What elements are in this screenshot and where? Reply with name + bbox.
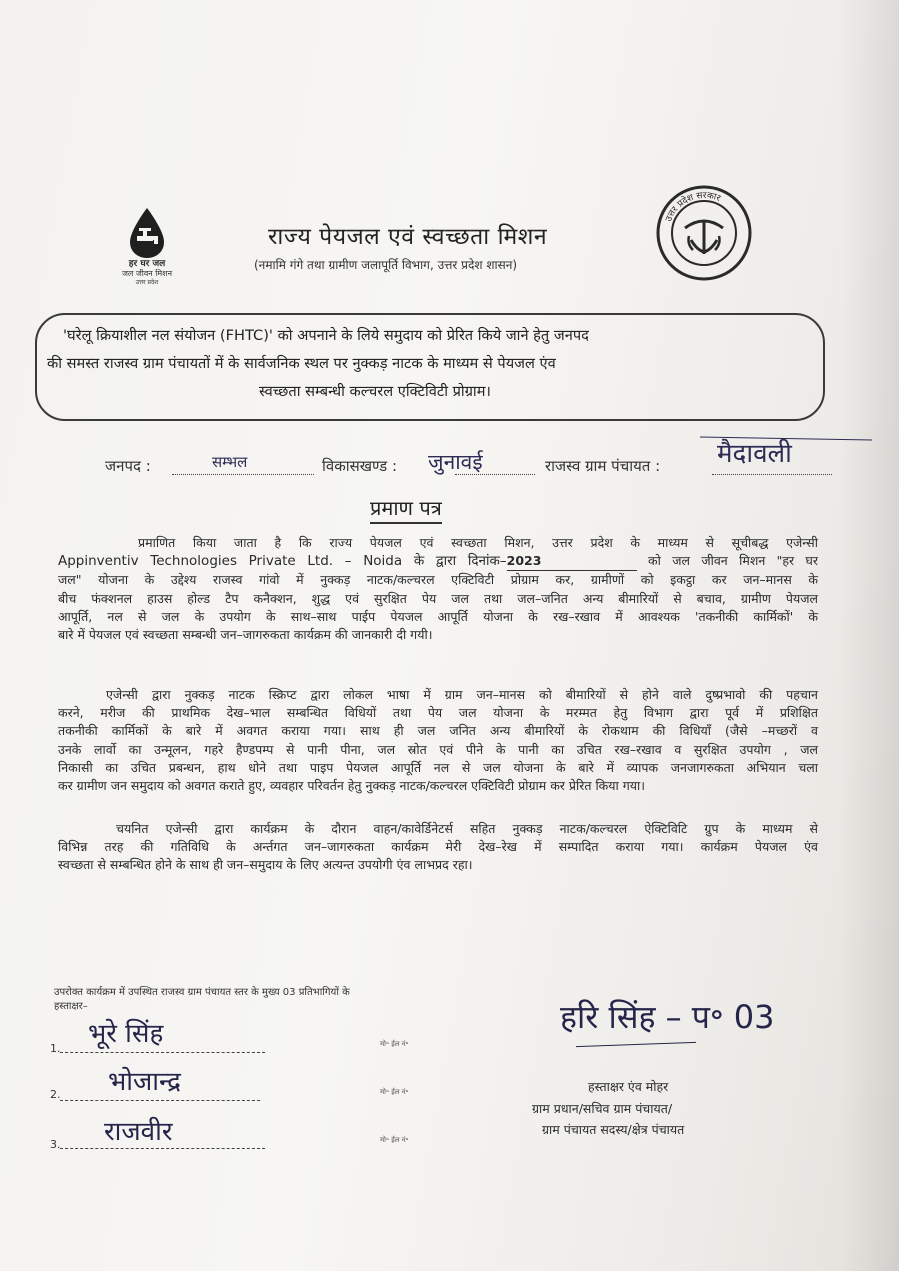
logo-line-3: उत्तर प्रदेश <box>135 279 159 286</box>
pradhan-signature-line <box>576 1042 696 1047</box>
para1-line-1: प्रमाणित किया जाता है कि राज्य पेयजल एवं स्वच्छता मिशन, उत्तर प्रदेश के माध्यम से सूचीबद्ध एजेन्सी <box>138 535 818 550</box>
designation-line-1: ग्राम प्रधान/सचिव ग्राम पंचायत/ <box>532 1101 673 1116</box>
emblem-seal-icon <box>655 184 753 282</box>
participant-1-number: 1. <box>50 1042 61 1055</box>
participant-2-number: 2. <box>50 1088 61 1101</box>
program-title-box <box>35 313 825 421</box>
program-line-1: 'घरेलू क्रियाशील नल संयोजन (FHTC)' को अपनाने के लिये समुदाय को प्रेरित किये जाने हेतु जनपद <box>63 327 589 344</box>
para2-line-3: तकनीकी कार्मिकों के बारे में अवगत कराया गया। साथ ही जल जनित अन्य बीमारियों के रोकथाम की विधियाँ (जैसे –मच्छरों व <box>58 723 818 739</box>
participants-intro-line-2: हस्ताक्षर– <box>54 1001 88 1012</box>
para3-line-1: चयनित एजेन्सी द्वारा कार्यक्रम के दौरान वाहन/कावेर्डिनेटर्स सहित नुक्कड़ नाटक/कल्चरल ऐक्टिविटि ग्रुप के माध्यम से <box>116 821 818 836</box>
para2-line-1: एजेन्सी द्वारा नुक्कड़ नाटक स्क्रिप्ट द्वारा लोकल भाषा में ग्राम जन–मानस को बीमारियों से होने वाले दुष्प्रभावो की पहचान <box>106 687 818 702</box>
jal-jeevan-mission-logo <box>104 206 190 294</box>
participant-3-line <box>60 1148 265 1149</box>
program-line-3: स्वच्छता सम्बन्धी कल्चरल एक्टिविटी प्रोग्राम। <box>259 383 491 400</box>
para3-line-2: विभिन्न तरह की गतिविधि के अर्न्तगत जन–जागरुकता कार्यक्रम मेरी देख–रेख में सम्पादित कराया गया। कार्यक्रम पेयजल एंव <box>58 839 818 855</box>
participant-1-signature: भूरे सिंह <box>88 1019 164 1049</box>
vikas-khand-value: जुनावई <box>428 450 483 474</box>
participant-1-mobile: मो॰ ईल नं॰ <box>380 1040 409 1048</box>
para2-line-4: उनके लार्वो का उन्मूलन, गहरे हैण्डपम्प से पानी पीना, जल स्रोत एवं पीने के पानी का उचित रख–रखाव व सुरक्षित उपयोग , जल <box>58 741 818 757</box>
para2-line-6: कर ग्रामीण जन समुदाय को अवगत कराते हुए, व्यवहार परिवर्तन हेतु नुक्कड़ नाटक/कल्चरल एक्टिविटी प्रोग्राम कर प्रेरित किया गया। <box>58 778 646 794</box>
sign-and-seal-label: हस्ताक्षर एंव मोहर <box>588 1079 669 1094</box>
janpad-label: जनपद : <box>105 457 151 475</box>
certificate-title: प्रमाण पत्र <box>370 494 442 524</box>
svg-text:उत्तर प्रदेश सरकार <box>664 191 722 223</box>
para1-line-3: जल" योजना के उद्देश्य राजस्व गांवो में नुक्कड़ नाटक/कल्चरल एक्टिविटी प्रोग्राम कर, ग्रामीणों को इकट्ठा कर जन–मानस के <box>58 572 818 588</box>
vikas-khand-label: विकासखण्ड : <box>322 457 398 475</box>
para2-line-5: निकासी का उचित प्रबन्धन, हाथ धोने तथा पाइप पेयजल आपूर्ति नल से जल योजना के बारे में व्यापक जनजागरुकता अभियान चला <box>58 759 818 775</box>
logo-line-2: जल जीवन मिशन <box>121 269 173 278</box>
para1-line-2 <box>58 552 818 571</box>
water-drop-tap-icon <box>124 206 170 260</box>
mission-title: राज्य पेयजल एवं स्वच्छता मिशन <box>268 224 548 250</box>
program-line-2: की समस्त राजस्व ग्राम पंचायतों में के सार्वजनिक स्थल पर नुक्कड़ नाटक के माध्यम से पेयजल एंव <box>47 355 556 372</box>
certificate-paragraph-3 <box>58 820 818 875</box>
participant-2-line <box>60 1100 260 1101</box>
certificate-paragraph-2 <box>58 686 818 795</box>
mission-subtitle: (नमामि गंगे तथा ग्रामीण जलापूर्ति विभाग, उत्तर प्रदेश शासन) <box>254 258 518 272</box>
para2-line-2: करने, मरीज की प्राथमिक देख–भाल सम्बन्धित विधियों तथा पेय जल योजना के मरम्मत हेतु विभाग द्वारा पूर्व में प्रशिक्षित <box>58 705 818 721</box>
participant-3-number: 3. <box>50 1138 61 1151</box>
janpad-value: सम्भल <box>212 453 248 471</box>
up-government-emblem <box>655 184 753 282</box>
participants-intro-line-1: उपरोक्त कार्यक्रम में उपस्थित राजस्व ग्राम पंचायत स्तर के मुख्य 03 प्रतिभागियों के <box>54 987 350 998</box>
emblem-text: उत्तर प्रदेश सरकार <box>664 190 722 224</box>
agency-name: Appinventiv Technologies Private Ltd. – Noida के द्वारा दिनांक– <box>58 553 507 570</box>
participants-intro <box>54 986 350 1014</box>
certificate-paragraph-1 <box>58 534 818 644</box>
participant-2-mobile: मो॰ ईल नं॰ <box>380 1088 409 1096</box>
para3-line-3: स्वच्छता से सम्बन्धित होने के साथ ही जन–समुदाय के लिए अत्यन्त उपयोगी एंव लाभप्रद रहा। <box>58 857 473 873</box>
pradhan-signature: हरि सिंह – प॰ 03 <box>560 998 775 1036</box>
page-shadow <box>839 0 899 1271</box>
designation-line-2: ग्राम पंचायत सदस्य/क्षेत्र पंचायत <box>542 1122 685 1137</box>
para1-line-2-end: को जल जीवन मिशन "हर घर <box>648 553 818 569</box>
para1-line-5: आपूर्ति, नल से जल के उपयोग के साथ–साथ पाईप पेयजल आपूर्ति योजना के रख–रखाव में आवश्यक 'तकनीकी कार्मिकों' के <box>58 608 818 624</box>
para1-line-4: बीच फंक्शनल हाउस होल्ड टैप कनैक्शन, शुद्ध एवं सुरक्षित पेय जल तथा जल–जनित अन्य बीमारियों से बचाव, ग्रामीण पेयजल <box>58 590 818 606</box>
gram-panchayat-label: राजस्व ग्राम पंचायत : <box>545 457 661 475</box>
gram-panchayat-value: मैदावली <box>717 439 792 469</box>
participant-3-mobile: मो॰ ईल नं॰ <box>380 1136 409 1144</box>
program-date: 2023 <box>507 552 637 571</box>
participant-1-line <box>60 1052 265 1053</box>
para1-line-6: बारे में पेयजल एवं स्वच्छता सम्बन्धी जन–जागरुकता कार्यक्रम की जानकारी दी गयी। <box>58 627 433 643</box>
participant-2-signature: भोजान्द्र <box>108 1067 181 1097</box>
participant-3-signature: राजवीर <box>104 1117 173 1147</box>
logo-line-1: हर घर जल <box>128 259 166 269</box>
